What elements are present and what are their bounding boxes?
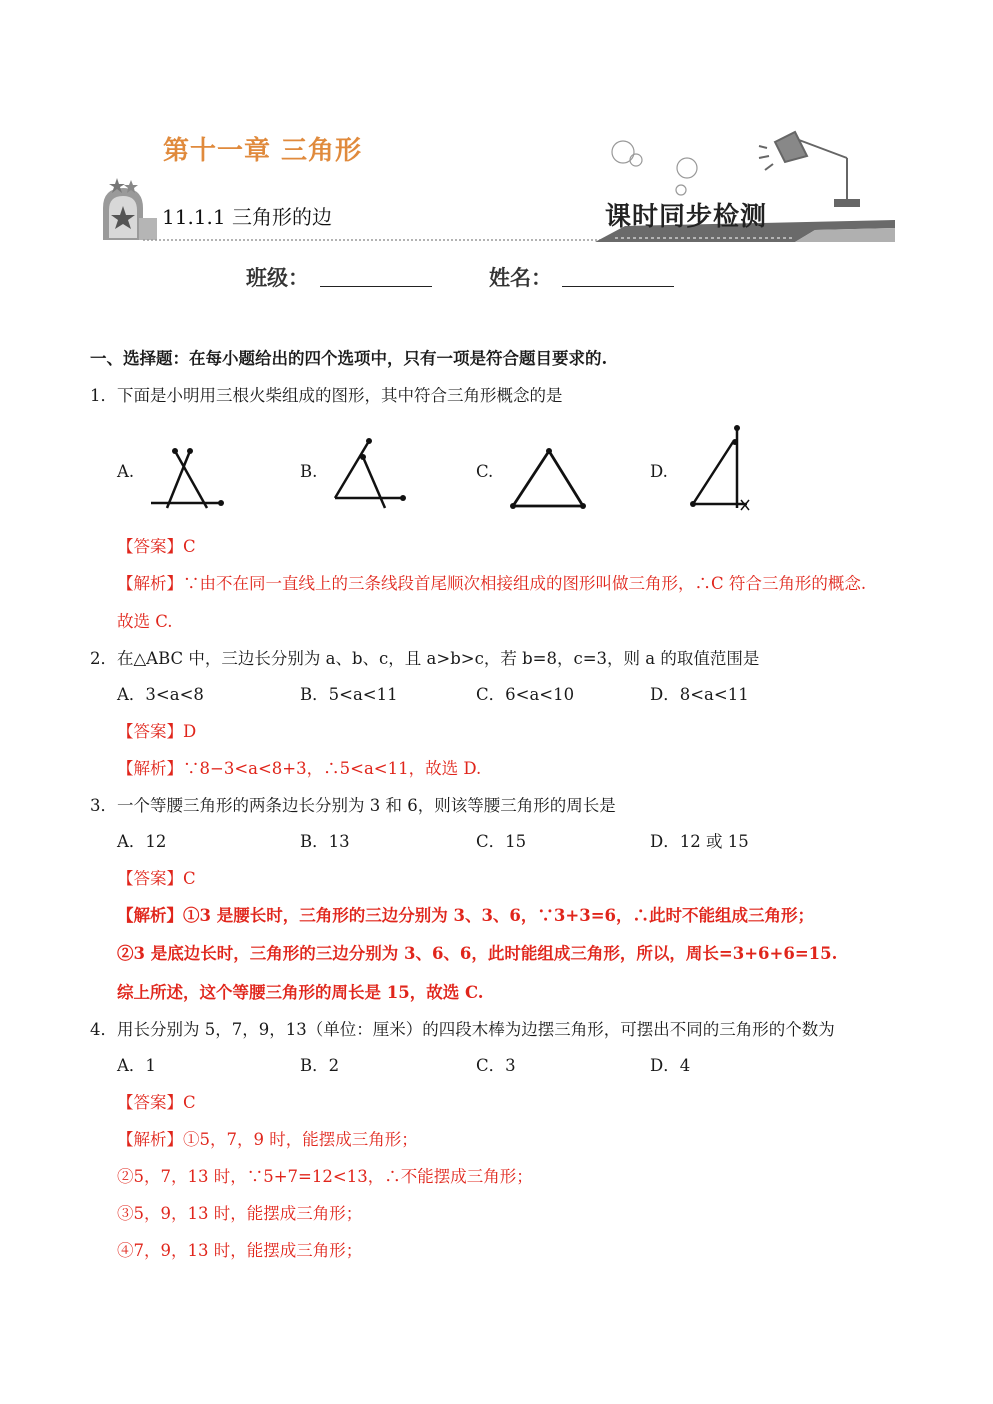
desk-lamp-icon (759, 132, 859, 206)
option-c: C．15 (476, 832, 527, 851)
option-c: C. (476, 462, 494, 481)
option-b: B．2 (300, 1056, 340, 1075)
option-a: A．1 (117, 1056, 156, 1075)
option-b: B. (300, 462, 318, 481)
analysis-line: 综上所述，这个等腰三角形的周长是 15，故选 C. (117, 983, 484, 1002)
option-a: A．3<a<8 (117, 685, 204, 704)
question-stem: 1．下面是小明用三根火柴组成的图形，其中符合三角形概念的是 (90, 386, 563, 405)
analysis-line: ②3 是底边长时，三角形的三边分别为 3、6、6，此时能组成三角形，所以，周长=3+6+6=15. (117, 944, 838, 963)
option-b: B．5<a<11 (300, 685, 398, 704)
analysis-line: ②5，7，13 时，∵5+7=12<13，∴不能摆成三角形； (117, 1167, 533, 1186)
question-stem: 4．用长分别为 5，7，9，13（单位：厘米）的四段木棒为边摆三角形，可摆出不同的三角形的个数为 (90, 1020, 835, 1039)
option-b: B．13 (300, 832, 350, 851)
analysis-line: ③5，9，13 时，能摆成三角形； (117, 1204, 363, 1223)
figure-c (505, 443, 590, 513)
class-label: 班级： (246, 265, 309, 290)
answer: 【答案】C (117, 1093, 196, 1112)
answer: 【答案】C (117, 537, 196, 556)
question-stem: 3．一个等腰三角形的两条边长分别为 3 和 6，则该等腰三角形的周长是 (90, 796, 616, 815)
figure-a (145, 445, 230, 515)
analysis-line: 【解析】①3 是腰长时，三角形的三边分别为 3、3、6，∵3+3=6，∴此时不能组成三角形； (117, 906, 815, 925)
option-a: A．12 (117, 832, 167, 851)
analysis-line: 故选 C. (117, 612, 173, 631)
figure-d (685, 420, 755, 515)
brand-label: 课时同步检测 (605, 202, 768, 232)
option-d: D．8<a<11 (650, 685, 749, 704)
name-blank[interactable] (562, 262, 674, 287)
answer: 【答案】D (117, 722, 197, 741)
option-d: D．4 (650, 1056, 691, 1075)
option-c: C．3 (476, 1056, 516, 1075)
class-blank[interactable] (320, 262, 432, 287)
bubbles-icon (612, 141, 697, 195)
option-a: A. (117, 462, 135, 481)
option-c: C．6<a<10 (476, 685, 575, 704)
answer: 【答案】C (117, 869, 196, 888)
section-title: 11.1.1 三角形的边 (162, 205, 332, 229)
name-label: 姓名： (489, 265, 552, 290)
part-title: 一、选择题：在每小题给出的四个选项中，只有一项是符合题目要求的. (90, 349, 608, 368)
option-d: D．12 或 15 (650, 832, 749, 851)
option-d: D. (650, 462, 668, 481)
analysis-line: 【解析】∵由不在同一直线上的三条线段首尾顺次相接组成的图形叫做三角形，∴C 符合三角形的概念. (117, 574, 867, 593)
figure-b (325, 435, 410, 510)
star-badge-icon (103, 178, 157, 240)
analysis-line: ④7，9，13 时，能摆成三角形； (117, 1241, 363, 1260)
analysis-line: 【解析】∵8−3<a<8+3，∴5<a<11，故选 D. (117, 759, 482, 778)
analysis-line: 【解析】①5，7，9 时，能摆成三角形； (117, 1130, 418, 1149)
question-stem: 2．在△ABC 中，三边长分别为 a、b、c，且 a>b>c，若 b=8，c=3，则 a 的取值范围是 (90, 649, 760, 668)
chapter-title: 第十一章 三角形 (163, 136, 363, 166)
